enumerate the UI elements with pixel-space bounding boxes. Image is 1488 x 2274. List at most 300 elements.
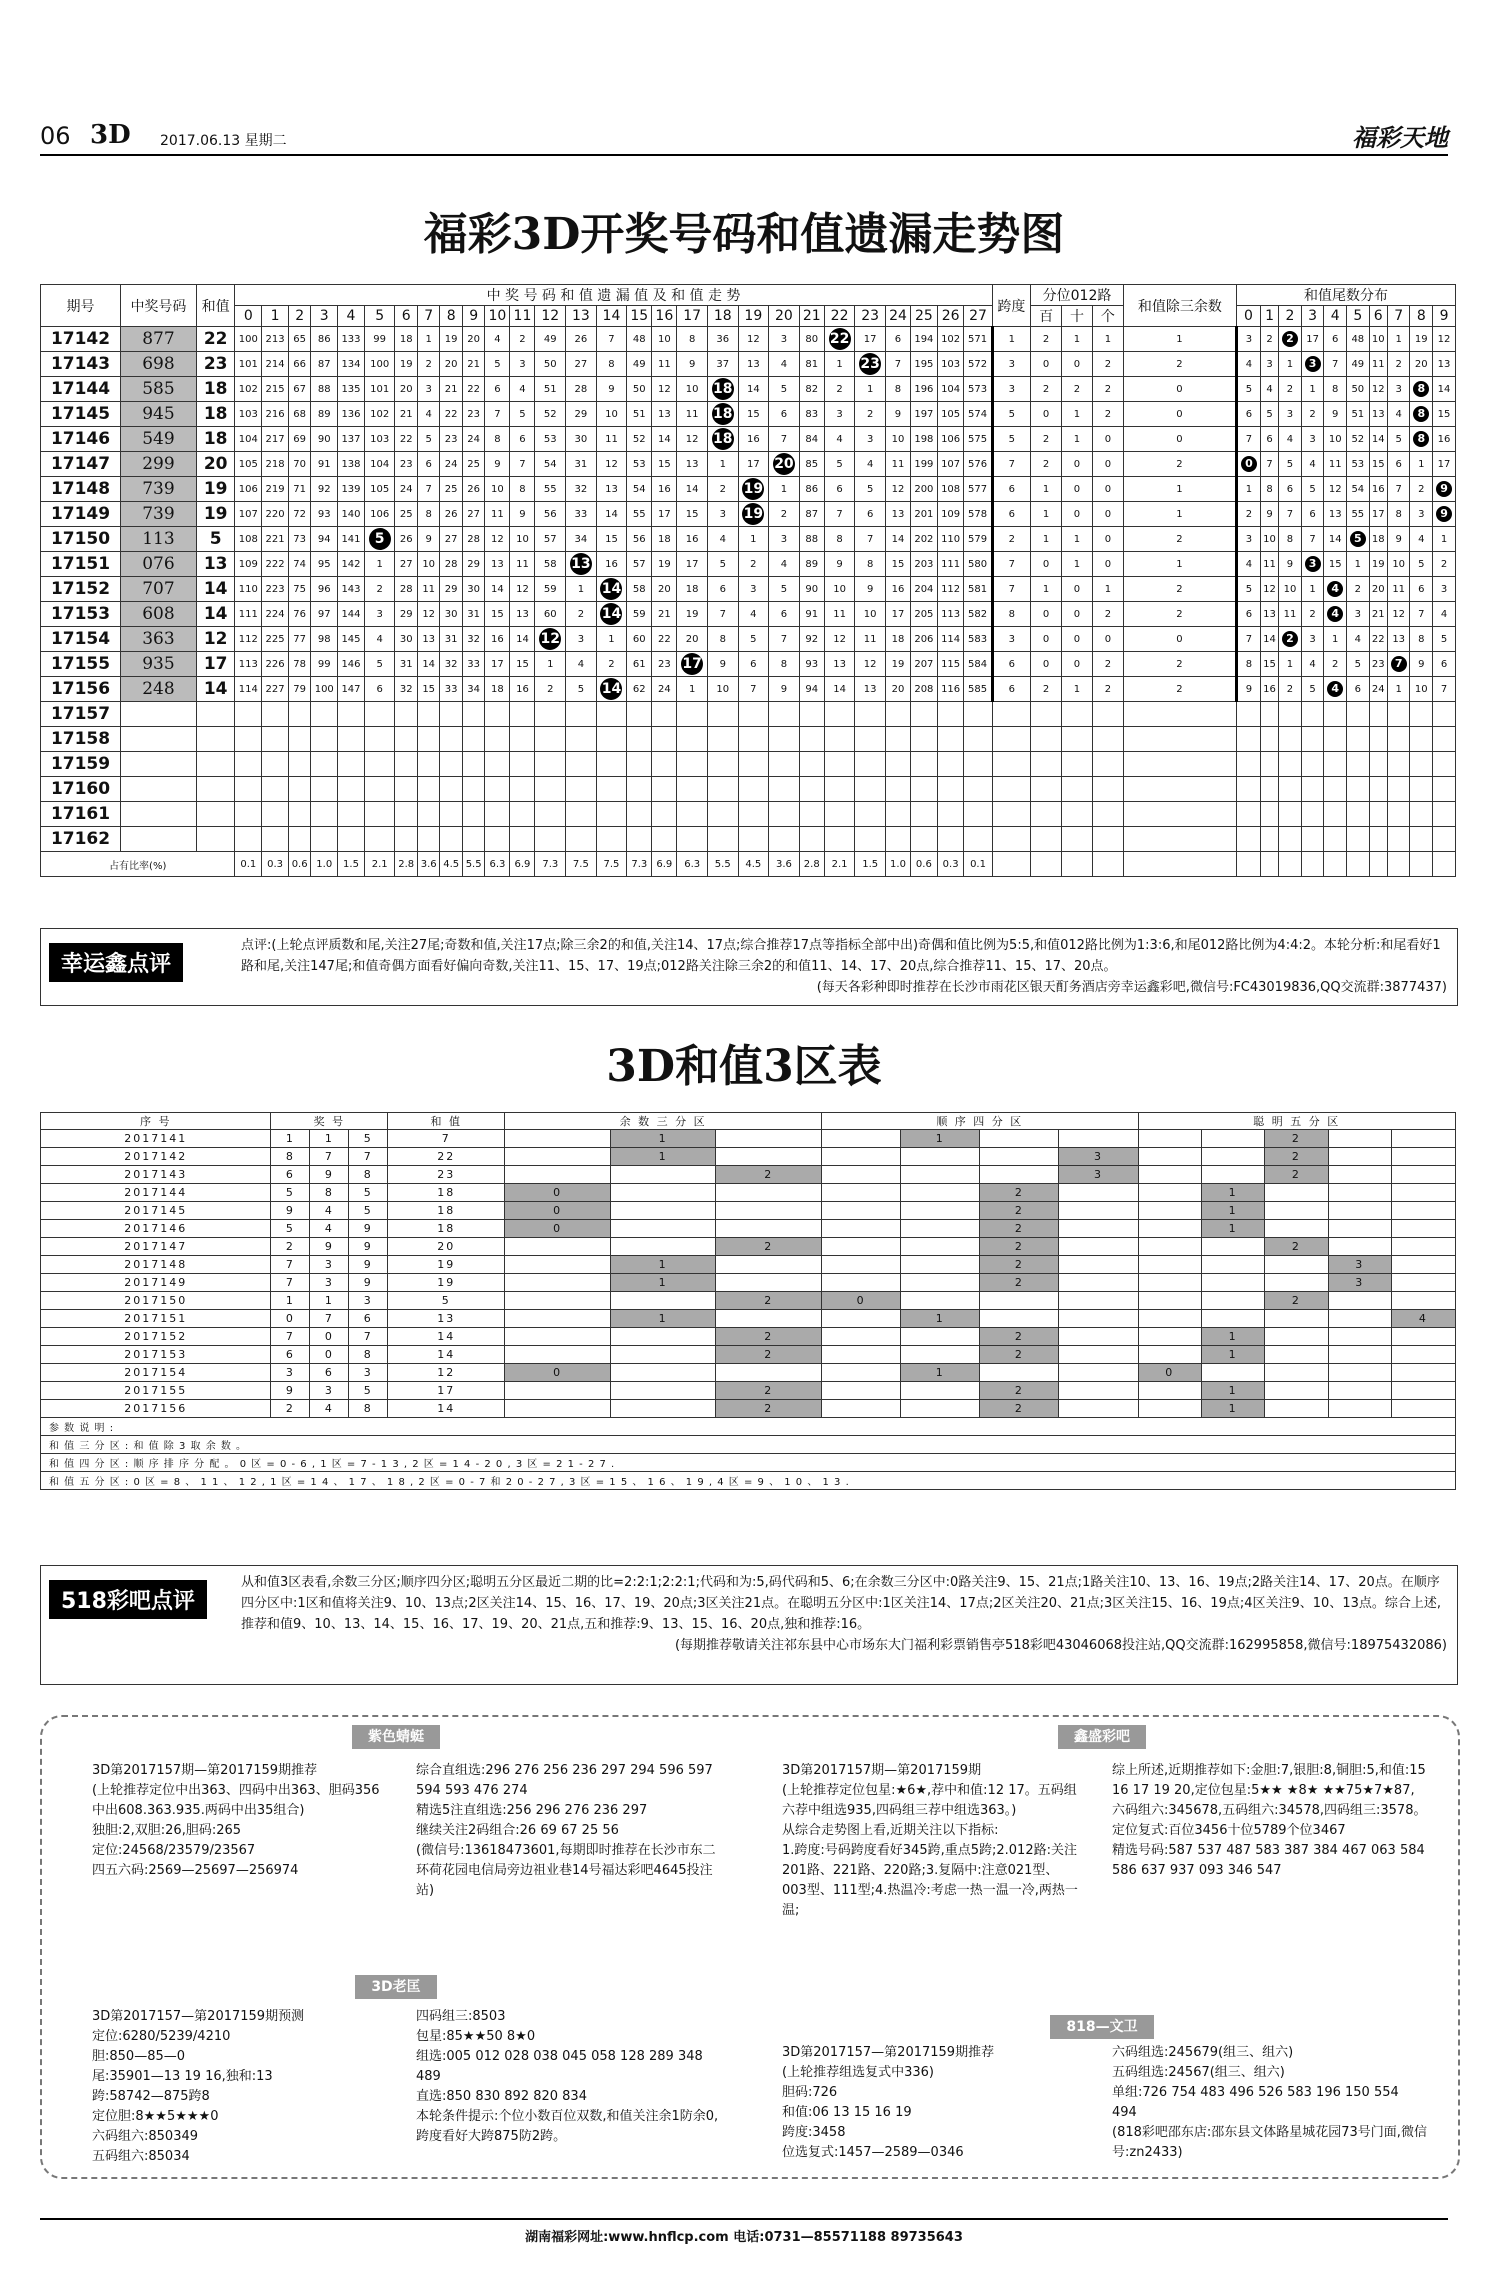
zone-cell [1138, 1328, 1201, 1346]
tail-cell: 5 [1301, 477, 1324, 502]
sum-omission-cell: 204 [911, 577, 938, 602]
zone-cell [1328, 1400, 1391, 1418]
sum-col-header: 23 [855, 306, 886, 327]
sum-omission-cell: 220 [262, 502, 289, 527]
prize-digit: 8 [310, 1184, 349, 1202]
empty-cell [535, 727, 566, 752]
sum-omission-cell: 26 [566, 327, 597, 352]
tail-cell: 2 [1236, 502, 1260, 527]
empty-cell [738, 702, 769, 727]
road-cell: 0 [1092, 627, 1123, 652]
sum-omission-cell: 76 [288, 602, 310, 627]
sum-omission-cell: 101 [364, 377, 395, 402]
tail-cell: 19 [1410, 327, 1433, 352]
zone-cell [716, 1148, 822, 1166]
road-cell: 0 [1031, 602, 1062, 627]
sum-omission-cell: 201 [911, 502, 938, 527]
period-cell: 17151 [41, 552, 121, 577]
sum-omission-cell [535, 627, 566, 652]
sum-omission-cell: 13 [738, 352, 769, 377]
sum-omission-cell [596, 677, 627, 702]
empty-cell [566, 802, 597, 827]
sum-omission-cell: 25 [395, 502, 417, 527]
sum-omission-cell: 2 [769, 502, 800, 527]
sum-omission-cell: 11 [485, 502, 510, 527]
tail-cell: 1 [1387, 327, 1410, 352]
zone-cell [1391, 1382, 1455, 1400]
sum-omission-cell: 1 [707, 452, 738, 477]
ratio-cell: 6.3 [677, 852, 708, 877]
empty-cell [235, 802, 262, 827]
sum-omission-cell: 10 [824, 577, 855, 602]
ad-title-zise: 紫色蜻蜓 [56, 1725, 736, 1749]
empty-cell [1347, 802, 1370, 827]
tail-cell: 5 [1410, 552, 1433, 577]
sum-value: 14 [196, 577, 235, 602]
empty-cell [485, 777, 510, 802]
empty-cell [1410, 852, 1433, 877]
ratio-cell: 2.1 [364, 852, 395, 877]
sum-omission-cell: 11 [824, 602, 855, 627]
sum-omission-cell: 11 [596, 427, 627, 452]
sum-omission-cell: 7 [824, 502, 855, 527]
empty-cell [1092, 852, 1123, 877]
tail-cell: 4 [1301, 652, 1324, 677]
road-cell: 0 [1062, 602, 1093, 627]
ad-title-wenwei: 818—文卫 [762, 2015, 1442, 2039]
prize-digit: 9 [349, 1256, 388, 1274]
empty-cell [885, 752, 910, 777]
sum-omission-cell: 21 [652, 602, 677, 627]
empty-cell [911, 702, 938, 727]
sum-omission-cell: 15 [417, 677, 439, 702]
tail-cell: 13 [1260, 602, 1278, 627]
issue-id: 2017149 [41, 1274, 271, 1292]
remainder-cell: 0 [1123, 627, 1236, 652]
issue-id: 2017141 [41, 1130, 271, 1148]
zone-cell [1328, 1382, 1391, 1400]
prize-digit: 0 [310, 1328, 349, 1346]
sum-omission-cell [596, 602, 627, 627]
zone-cell [1391, 1130, 1455, 1148]
sum-omission-cell: 4 [769, 352, 800, 377]
sum-omission-cell: 98 [311, 627, 338, 652]
sum-omission-cell: 102 [937, 327, 964, 352]
sum-value: 5 [388, 1292, 505, 1310]
tail-hit-marker: 7 [1391, 656, 1407, 672]
road-cell: 0 [1092, 452, 1123, 477]
zone-cell [1059, 1274, 1138, 1292]
zone-cell [1059, 1130, 1138, 1148]
tail-cell: 10 [1410, 677, 1433, 702]
issue-id: 2017142 [41, 1148, 271, 1166]
sum-value: 17 [388, 1382, 505, 1400]
tail-col-header: 6 [1369, 306, 1387, 327]
zone-cell [822, 1238, 901, 1256]
prize-digit: 5 [271, 1220, 310, 1238]
sum-omission-cell: 4 [738, 602, 769, 627]
trend-row [41, 377, 1456, 402]
sum-omission-cell: 12 [510, 577, 535, 602]
tail-cell [1410, 402, 1433, 427]
issue-date: 2017.06.13 星期二 [160, 133, 287, 149]
zone-cell [901, 1148, 980, 1166]
tail-cell: 7 [1236, 427, 1260, 452]
zone-row [41, 1202, 1456, 1220]
sum-omission-cell: 3 [738, 577, 769, 602]
empty-cell [769, 777, 800, 802]
empty-cell [769, 827, 800, 852]
zone-cell [1328, 1238, 1391, 1256]
empty-cell [1301, 852, 1324, 877]
sum-value: 23 [388, 1166, 505, 1184]
sum-omission-cell: 21 [440, 377, 462, 402]
zone-cell [1138, 1346, 1201, 1364]
ratio-cell: 3.6 [417, 852, 439, 877]
sum-omission-cell: 82 [799, 377, 824, 402]
empty-cell [885, 802, 910, 827]
sum-omission-cell: 13 [855, 677, 886, 702]
zone-cell [505, 1130, 611, 1148]
zone-cell [1059, 1220, 1138, 1238]
tail-cell: 3 [1301, 427, 1324, 452]
comment-signature: (每天各彩种即时推荐在长沙市雨花区银天酊务酒店旁幸运鑫彩吧,微信号:FC43019836,QQ交流群:3877437) [816, 980, 1447, 995]
empty-cell [596, 752, 627, 777]
sum-omission-cell: 579 [964, 527, 992, 552]
zone-header: 余 数 三 分 区 [505, 1113, 822, 1130]
sum-omission-cell: 111 [235, 602, 262, 627]
issue-id: 2017144 [41, 1184, 271, 1202]
winning-number: 248 [121, 677, 197, 702]
empty-cell [964, 702, 992, 727]
ad-laoyuan-left: 3D第2017157—第2017159期预测 定位:6280/5239/4210 胆:850—85—0 尾:35901—13 19 16,独和:13 跨:58742—875跨8 定位胆:8★★5★★★0 六码组六:850349 五码组六:85034 [92, 2009, 305, 2164]
empty-cell [937, 827, 964, 852]
tail-cell: 11 [1260, 552, 1278, 577]
zone-cell [1138, 1166, 1201, 1184]
sum-omission-cell: 101 [235, 352, 262, 377]
sum-omission-cell: 23 [395, 452, 417, 477]
span-cell: 3 [992, 377, 1031, 402]
sum-omission-cell: 33 [462, 652, 484, 677]
tail-cell: 5 [1347, 652, 1370, 677]
sum-omission-cell: 86 [799, 477, 824, 502]
zone-cell [980, 1166, 1059, 1184]
zone-row [41, 1256, 1456, 1274]
sum-omission-cell: 5 [510, 402, 535, 427]
tail-cell [1410, 427, 1433, 452]
empty-cell [992, 702, 1031, 727]
sum-omission-cell: 24 [652, 677, 677, 702]
span-cell: 1 [992, 327, 1031, 352]
zone-cell [1391, 1220, 1455, 1238]
zone-cell [505, 1346, 611, 1364]
sum-omission-cell: 114 [937, 627, 964, 652]
winning-number: 707 [121, 577, 197, 602]
tail-cell: 6 [1324, 327, 1347, 352]
sum-omission-cell: 223 [262, 577, 289, 602]
road-header: 分位012路 [1031, 285, 1124, 306]
sum-omission-cell: 19 [885, 652, 910, 677]
tail-cell: 11 [1369, 352, 1387, 377]
empty-cell [738, 827, 769, 852]
empty-cell [1433, 752, 1456, 777]
sum-omission-cell: 205 [911, 602, 938, 627]
empty-cell [707, 777, 738, 802]
zone-cell [1391, 1238, 1455, 1256]
sum-omission-cell: 581 [964, 577, 992, 602]
tail-cell: 5 [1236, 377, 1260, 402]
winning-number: 608 [121, 602, 197, 627]
tail-cell: 12 [1369, 377, 1387, 402]
tail-col-header: 0 [1236, 306, 1260, 327]
zone-cell [505, 1382, 611, 1400]
sum-omission-cell: 8 [885, 377, 910, 402]
winning-number: 877 [121, 327, 197, 352]
sum-omission-cell: 114 [235, 677, 262, 702]
note-row [41, 1436, 1456, 1454]
tail-cell: 5 [1387, 427, 1410, 452]
tail-col-header: 2 [1279, 306, 1302, 327]
zone-cell [1328, 1328, 1391, 1346]
sum-omission-cell: 14 [417, 652, 439, 677]
tail-hit-marker: 3 [1305, 556, 1321, 572]
empty-cell [1410, 827, 1433, 852]
winning-number: 739 [121, 477, 197, 502]
tail-cell: 4 [1279, 427, 1302, 452]
zone-cell: 0 [1138, 1364, 1201, 1382]
zone-cell [1138, 1130, 1201, 1148]
sum-omission-cell: 12 [738, 327, 769, 352]
zone-cell [1201, 1274, 1264, 1292]
empty-cell [799, 727, 824, 752]
sum-omission-cell: 50 [535, 352, 566, 377]
tail-cell: 11 [1387, 577, 1410, 602]
ratio-cell: 0.3 [937, 852, 964, 877]
sum-omission-cell: 113 [937, 602, 964, 627]
sum-omission-cell: 73 [288, 527, 310, 552]
zone-row [41, 1328, 1456, 1346]
sum-value: 14 [388, 1328, 505, 1346]
tail-hit-marker: 8 [1413, 406, 1429, 422]
sum-col-header: 22 [824, 306, 855, 327]
sum-omission-cell: 66 [288, 352, 310, 377]
empty-cell [1236, 852, 1260, 877]
sum-omission-cell [596, 577, 627, 602]
tail-cell: 4 [1236, 552, 1260, 577]
sum-omission-cell: 5 [855, 477, 886, 502]
period-cell: 17150 [41, 527, 121, 552]
ad-zise-left: 3D第2017157期—第2017159期推荐 (上轮推荐定位中出363、四码中出363、胆码356中出608.363.935.两码中出35组合) 独胆:2,双胆:26,胆码:265 定位:24568/23579/23567 四五六码:2569—25697—256974 [92, 1763, 380, 1878]
empty-cell [1062, 702, 1093, 727]
sum-col-header: 14 [596, 306, 627, 327]
sum-omission-cell: 20 [677, 627, 708, 652]
tail-cell [1279, 627, 1302, 652]
sum-value: 12 [388, 1364, 505, 1382]
sum-col-header: 27 [964, 306, 992, 327]
sum-omission-cell: 99 [364, 327, 395, 352]
sum-omission-cell: 577 [964, 477, 992, 502]
zone-cell [1391, 1274, 1455, 1292]
empty-cell [1301, 827, 1324, 852]
issue-id: 2017150 [41, 1292, 271, 1310]
sum-hit-marker: 20 [773, 453, 795, 475]
road-cell: 0 [1062, 502, 1093, 527]
zone-cell: 2 [980, 1238, 1059, 1256]
ad-wenwei-left: 3D第2017157—第2017159期推荐 (上轮推荐组选复式中336) 胆码:726 和值:06 13 15 16 19 跨度:3458 位选复式:1457—2589—0346 [782, 2045, 995, 2160]
empty-cell [510, 802, 535, 827]
zone-cell [822, 1274, 901, 1292]
trend-row [41, 552, 1456, 577]
sum-omission-cell: 88 [799, 527, 824, 552]
sum-omission-cell: 32 [395, 677, 417, 702]
empty-cell [1123, 702, 1236, 727]
span-cell: 5 [992, 402, 1031, 427]
zone-cell [1391, 1202, 1455, 1220]
tail-cell: 10 [1387, 552, 1410, 577]
empty-cell [596, 802, 627, 827]
tail-cell [1236, 452, 1260, 477]
sum-omission-cell: 10 [417, 552, 439, 577]
sum-omission-cell: 17 [738, 452, 769, 477]
road-cell: 0 [1031, 627, 1062, 652]
tail-cell: 8 [1387, 502, 1410, 527]
zone-cell: 3 [1059, 1166, 1138, 1184]
sum-omission-cell: 14 [652, 427, 677, 452]
sum-omission-cell: 10 [707, 677, 738, 702]
note-cell: 和 值 三 分 区 : 和 值 除 3 取 余 数 。 [41, 1436, 1456, 1454]
empty-cell [652, 802, 677, 827]
empty-cell [677, 827, 708, 852]
empty-cell [596, 777, 627, 802]
zone-cell [1138, 1184, 1201, 1202]
sum-omission-cell: 17 [485, 652, 510, 677]
road-cell: 2 [1031, 677, 1062, 702]
zone-cell: 1 [1201, 1400, 1264, 1418]
span-cell: 6 [992, 677, 1031, 702]
sum-omission-cell: 6 [364, 677, 395, 702]
empty-cell [707, 827, 738, 852]
ratio-cell: 6.3 [485, 852, 510, 877]
empty-cell [462, 777, 484, 802]
tail-cell: 7 [1260, 452, 1278, 477]
prize-digit: 3 [271, 1364, 310, 1382]
tail-cell: 5 [1236, 577, 1260, 602]
tail-cell: 24 [1369, 677, 1387, 702]
empty-cell [235, 702, 262, 727]
tail-cell [1324, 677, 1347, 702]
period-cell: 17143 [41, 352, 121, 377]
empty-cell [338, 727, 365, 752]
prize-digit: 6 [271, 1346, 310, 1364]
winning-number: 698 [121, 352, 197, 377]
empty-cell [288, 777, 310, 802]
sum-omission-cell: 1 [596, 627, 627, 652]
sum-omission-cell: 3 [566, 627, 597, 652]
empty-cell [311, 827, 338, 852]
road-cell: 0 [1062, 577, 1093, 602]
tail-hit-marker: 4 [1327, 581, 1343, 597]
sum-col-header: 15 [627, 306, 652, 327]
sum-omission-cell: 59 [627, 602, 652, 627]
sum-omission-cell: 136 [338, 402, 365, 427]
sum-omission-cell: 16 [885, 577, 910, 602]
empty-cell [652, 752, 677, 777]
empty-cell [121, 702, 197, 727]
empty-cell [1324, 702, 1347, 727]
prize-digit: 3 [310, 1274, 349, 1292]
zone-cell [1328, 1220, 1391, 1238]
sum-omission-cell: 60 [535, 602, 566, 627]
sum-omission-cell: 24 [440, 452, 462, 477]
sum-omission-cell: 14 [824, 677, 855, 702]
sum-col-header: 9 [462, 306, 484, 327]
empty-cell [911, 727, 938, 752]
period-cell: 17149 [41, 502, 121, 527]
ad-title-laoyuan: 3D老匡 [56, 1975, 736, 1999]
zone-cell [1059, 1364, 1138, 1382]
empty-cell [510, 827, 535, 852]
sum-omission-cell: 72 [288, 502, 310, 527]
zone-cell: 1 [1201, 1346, 1264, 1364]
sum-col-header: 2 [288, 306, 310, 327]
sum-omission-cell: 26 [462, 477, 484, 502]
sum-omission-cell: 97 [311, 602, 338, 627]
sum-omission-cell: 18 [652, 527, 677, 552]
zone-cell [716, 1184, 822, 1202]
sum-hit-marker: 14 [600, 603, 622, 625]
sum-omission-cell: 29 [440, 577, 462, 602]
empty-cell [1369, 777, 1387, 802]
sum-value: 17 [196, 652, 235, 677]
tail-cell: 48 [1347, 327, 1370, 352]
zone-table [40, 1112, 1456, 1490]
road-cell: 0 [1092, 502, 1123, 527]
sum-omission-cell: 143 [338, 577, 365, 602]
empty-cell [1236, 727, 1260, 752]
sum-omission-cell: 12 [485, 527, 510, 552]
zone-cell [1328, 1130, 1391, 1148]
zone-cell: 3 [1059, 1148, 1138, 1166]
sum-omission-cell: 221 [262, 527, 289, 552]
trend-row [41, 602, 1456, 627]
sum-omission-cell: 27 [395, 552, 417, 577]
zone-cell [901, 1184, 980, 1202]
zone-cell [1391, 1400, 1455, 1418]
ratio-cell: 2.1 [824, 852, 855, 877]
zone-cell [1138, 1292, 1201, 1310]
tail-cell: 1 [1279, 652, 1302, 677]
empty-cell [262, 777, 289, 802]
sum-omission-cell: 3 [769, 327, 800, 352]
sum-omission-cell: 106 [235, 477, 262, 502]
tail-cell: 2 [1387, 352, 1410, 377]
sum-omission-cell: 102 [364, 402, 395, 427]
empty-cell [196, 777, 235, 802]
ratio-cell: 7.3 [627, 852, 652, 877]
empty-cell [677, 752, 708, 777]
sum-omission-cell: 2 [535, 677, 566, 702]
zone-cell [716, 1220, 822, 1238]
sum-omission-cell: 2 [855, 402, 886, 427]
empty-cell [121, 802, 197, 827]
sum-omission-cell: 100 [364, 352, 395, 377]
zone-cell [822, 1256, 901, 1274]
trend-row [41, 327, 1456, 352]
sum-omission-cell: 71 [288, 477, 310, 502]
sum-omission-cell: 1 [566, 577, 597, 602]
sum-value: 23 [196, 352, 235, 377]
sum-omission-cell: 29 [462, 552, 484, 577]
